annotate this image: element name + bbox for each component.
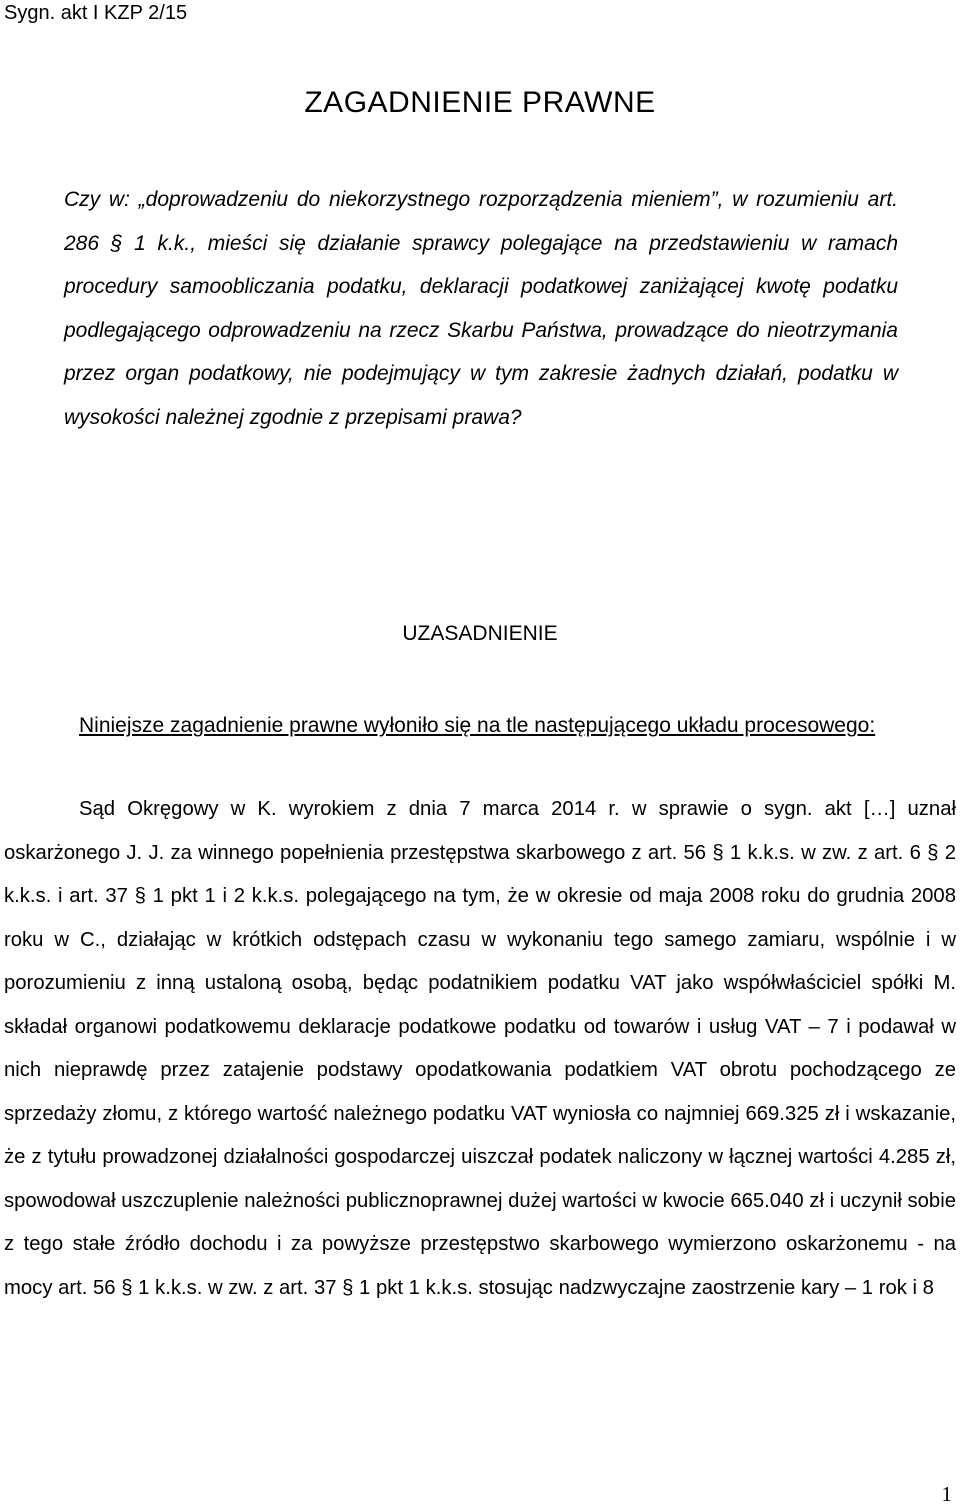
body-paragraph: Sąd Okręgowy w K. wyrokiem z dnia 7 marca 2014 r. w sprawie o sygn. akt […] uznał oskarżonego J. J. za winnego popełnienia przestępstwa skarbowego z art. 56 § 1 k.k.s. w zw. z art. 6 § 2 k.k.s. i art. 37 § 1 pkt 1 i 2 k.k.s. polegającego na tym, że w okresie od maja 2008 roku do grudnia 2008 roku w C., działając w krótkich odstępach czasu w wykonaniu tego samego zamiaru, wspólnie i w porozumieniu z inną ustaloną osobą, będąc podatnikiem podatku VAT jako współwłaściciel spółki M. składał organowi podatkowemu deklaracje podatkowe podatku od towarów i usług VAT – 7 i podawał w nich nieprawdę przez zatajenie podstawy opodatkowania podatkiem VAT obrotu pochodzącego ze sprzedaży złomu, z którego wartość należnego podatku VAT wyniosła co najmniej 669.325 zł i wskazanie, że z tytułu prowadzonej działalności gospodarczej uiszczał podatek naliczony w łącznej wartości 4.285 zł, spowodował uszczuplenie należności publicznoprawnej dużej wartości w kwocie 665.040 zł i uczynił sobie z tego stałe źródło dochodu i za powyższe przestępstwo skarbowego wymierzono oskarżonemu - na mocy art. 56 § 1 k.k.s. w zw. z art. 37 § 1 pkt 1 k.k.s. stosując nadzwyczajne zaostrzenie kary – 1 rok i 8 xyxy=(4,798,956,1299)
document-title: ZAGADNIENIE PRAWNE xyxy=(304,86,656,119)
intro-text: Niniejsze zagadnienie prawne wyłoniło się na tle następującego układu procesowego: xyxy=(79,714,876,737)
intro-paragraph xyxy=(4,704,956,747)
page-number: 1 xyxy=(941,1482,952,1506)
legal-question-text: Czy w: „doprowadzeniu do niekorzystnego rozporządzenia mieniem”, w rozumieniu art. 286 § 1 k.k., mieści się działanie sprawcy polegające na przedstawieniu w ramach procedury samoobliczania podatku, deklaracji podatkowej zaniżającej kwotę podatku podlegającego odprowadzeniu na rzecz Skarbu Państwa, prowadzące do nieotrzymania przez organ podatkowy, nie podejmujący w tym zakresie żadnych działań, podatku w wysokości należnej zgodnie z przepisami prawa? xyxy=(64,188,898,429)
legal-question xyxy=(64,178,898,439)
justification-heading: UZASADNIENIE xyxy=(402,622,558,645)
case-signature: Sygn. akt I KZP 2/15 xyxy=(4,2,188,24)
